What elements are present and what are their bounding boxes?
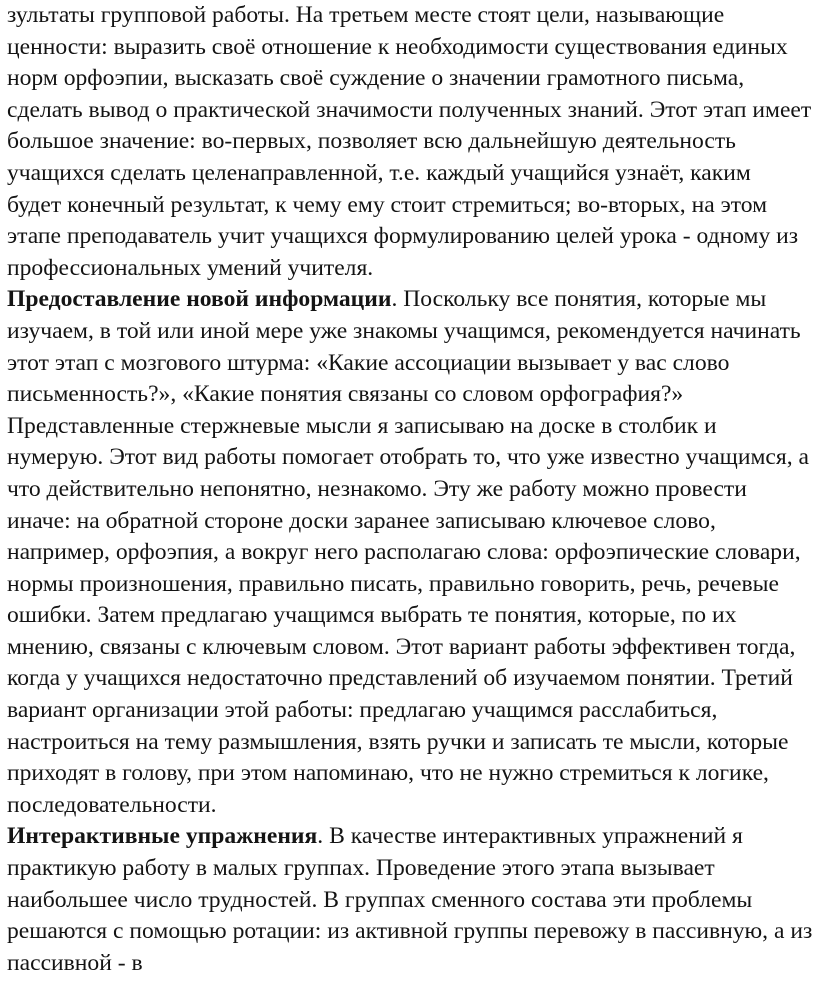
text-line: профессиональных умений учителя. <box>7 254 374 281</box>
text-line: большое значение: во-первых, позволяет всю дальнейшую деятельность <box>7 128 736 155</box>
text-line: зультаты групповой работы. На третьем месте стоят цели, называющие <box>7 2 725 28</box>
paragraph-heading-line <box>7 821 816 853</box>
text-line: настроиться на тему размышления, взять ручки и записать те мысли, которые <box>7 728 789 755</box>
text-line: письменность?», «Какие понятия связаны со словом орфография?» <box>7 381 684 408</box>
text-line: приходят в голову, при этом напоминаю, что не нужно стремиться к логике, <box>7 760 769 787</box>
text-line: Представленные стержневые мысли я записываю на доске в столбик и <box>7 412 717 439</box>
text-line: наибольшее число трудностей. В группах сменного состава эти проблемы <box>7 886 753 913</box>
text-line: норм орфоэпии, высказать своё суждение о значении грамотного письма, <box>7 65 745 92</box>
text-line: что действительно непонятно, незнакомо. Эту же работу можно провести <box>7 475 747 502</box>
text-fragment: . Поскольку все понятия, которые мы <box>391 286 767 313</box>
text-line: этот этап с мозгового штурма: «Какие ассоциации вызывает у вас слово <box>7 349 730 376</box>
text-line: нумерую. Этот вид работы помогает отобрать то, что уже известно учащимся, а <box>7 444 809 471</box>
paragraph-heading-line <box>7 284 816 316</box>
text-line: например, орфоэпия, а вокруг него располагаю слова: орфоэпические словари, <box>7 539 801 566</box>
text-line: пассивной - в <box>7 949 143 976</box>
text-line: когда у учащихся недостаточно представлений об изучаемом понятии. Третий <box>7 665 793 692</box>
text-line: иначе: на обратной стороне доски заранее записываю ключевое слово, <box>7 507 716 534</box>
section-heading-interactive-exercises: Интерактивные упражнения <box>7 823 318 850</box>
text-line: будет конечный результат, к чему ему стоит стремиться; во-вторых, на этом <box>7 191 768 218</box>
text-line: этапе преподаватель учит учащихся формулированию целей урока - одному из <box>7 223 799 250</box>
text-fragment: . В качестве интерактивных упражнений я <box>317 823 743 850</box>
section-heading-new-information: Предоставление новой информации <box>7 286 392 313</box>
text-line: вариант организации этой работы: предлагаю учащимся расслабиться, <box>7 697 718 724</box>
text-line: учащихся сделать целенаправленной, т.е. каждый учащийся узнаёт, каким <box>7 159 751 186</box>
text-line: ценности: выразить своё отношение к необходимости существования единых <box>7 33 788 60</box>
text-line: нормы произношения, правильно писать, правильно говорить, речь, речевые <box>7 570 779 597</box>
text-line: ошибки. Затем предлагаю учащимся выбрать те понятия, которые, по их <box>7 602 737 629</box>
text-line: сделать вывод о практической значимости полученных знаний. Этот этап имеет <box>7 96 812 123</box>
text-line: последовательности. <box>7 791 217 818</box>
text-line: изучаем, в той или иной мере уже знакомы учащимся, рекомендуется начинать <box>7 317 801 344</box>
text-line: мнению, связаны с ключевым словом. Этот вариант работы эффективен тогда, <box>7 633 796 660</box>
text-line: решаются с помощью ротации: из активной группы перевожу в пассивную, а из <box>7 918 813 945</box>
text-line: практикую работу в малых группах. Проведение этого этапа вызывает <box>7 855 715 882</box>
document-body <box>7 0 816 979</box>
